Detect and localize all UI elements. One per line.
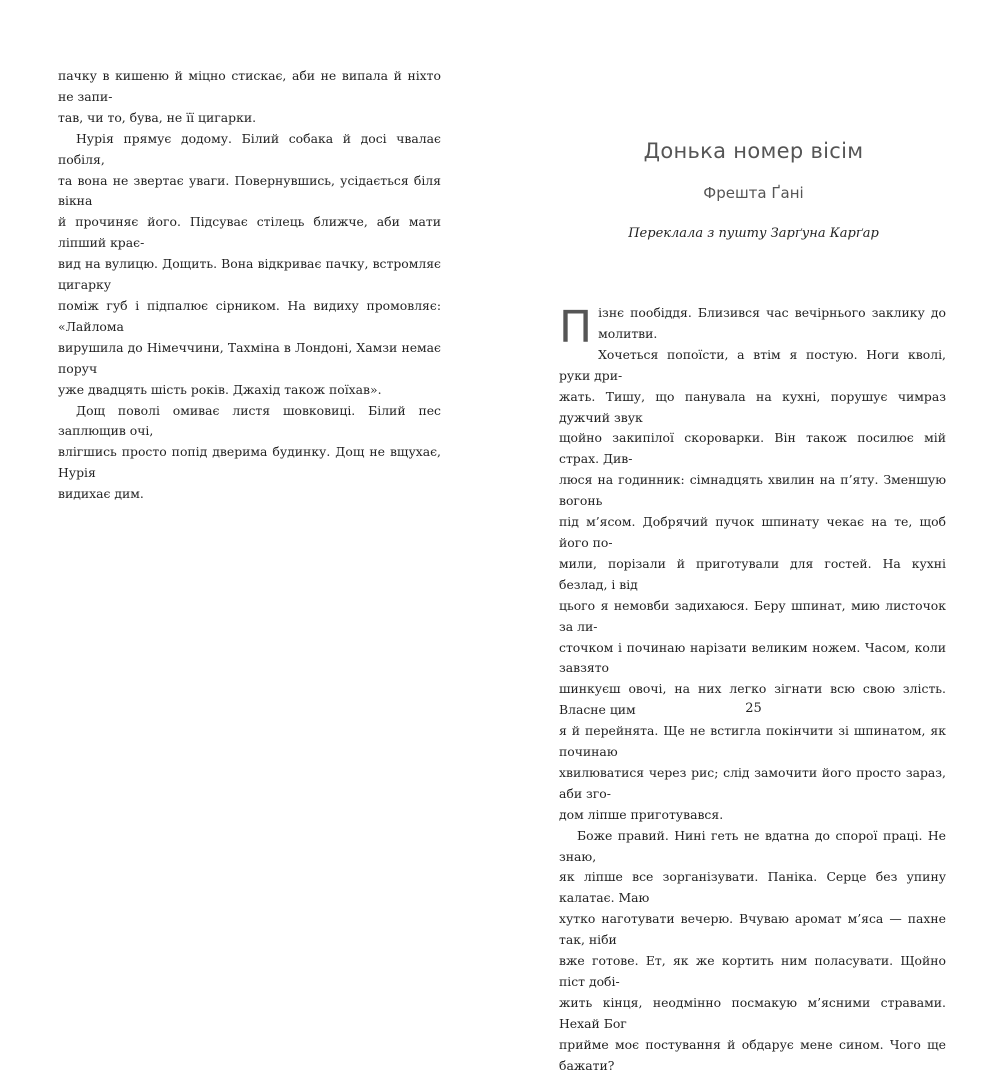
text-line: та вона не звертає уваги. Повернувшись, усідається біля вікна <box>58 172 441 209</box>
paragraph <box>58 401 441 506</box>
text-line: пачку в кишеню й міцно стискає, аби не випала й ніхто не запи- <box>58 68 441 104</box>
page-number: 25 <box>745 701 762 716</box>
text-line: поміж губ і підпалює сірником. На видиху промовляє: «Лайлома <box>58 297 441 334</box>
paragraph <box>58 66 441 129</box>
left-text-column <box>58 66 441 505</box>
text-line: сточком і починаю нарізати великим ножем. Часом, коли завзято <box>559 639 946 676</box>
text-line: мили, порізали й приготували для гостей. На кухні безлад, і від <box>559 555 946 592</box>
drop-cap: П <box>559 302 593 353</box>
text-line: вирушила до Німеччини, Тахміна в Лондоні, Хамзи немає поруч <box>58 339 441 376</box>
text-line: хвилюватися через рис; слід замочити його просто зараз, аби зго- <box>559 764 946 801</box>
text-line: я й перейнята. Ще не встигла покінчити зі шпинатом, як починаю <box>559 723 946 760</box>
opening-paragraph <box>559 303 946 826</box>
text-line: уже двадцять шість років. Джахід також поїхав». <box>58 381 382 397</box>
text-line: й прочиняє його. Підсуває стілець ближче, аби мати ліпший крає- <box>58 214 441 251</box>
text-line: Боже правий. Нині геть не вдатна до спорої праці. Не знаю, <box>559 827 946 864</box>
text-line: тав, чи то, бува, не її цигарки. <box>58 109 257 125</box>
text-line: хутко наготувати вечерю. Вчуваю аромат м’яса — пахне так, ніби <box>559 911 946 948</box>
paragraph <box>559 826 946 1077</box>
text-line: щойно закипілої скороварки. Він також посилює мій страх. Див- <box>559 430 946 467</box>
text-line: влігшись просто попід дверима будинку. Дощ не вщухає, Нурія <box>58 444 441 481</box>
text-line: дом ліпше приготувався. <box>559 806 724 822</box>
right-text-column <box>559 303 946 1077</box>
left-page <box>0 0 500 750</box>
text-line: жать. Тишу, що панувала на кухні, порушує чимраз дужчий звук <box>559 388 946 425</box>
text-line: як ліпше все зорганізувати. Паніка. Серце без упину калатає. Маю <box>559 869 946 906</box>
text-line: вид на вулицю. Дощить. Вона відкриває пачку, встромляє цигарку <box>58 256 441 293</box>
text-line: цього я немовби задихаюся. Беру шпинат, мию листочок за ли- <box>559 597 946 634</box>
text-line: Дощ поволі омиває листя шовковиці. Білий пес заплющив очі, <box>58 402 441 439</box>
text-line: під м’ясом. Добрячий пучок шпинату чекає на те, щоб його по- <box>559 514 946 550</box>
text-line: шинкуєш овочі, на них легко зігнати всю свою злість. Власне цим <box>559 681 946 718</box>
paragraph <box>58 129 441 401</box>
right-page <box>500 0 1000 1073</box>
text-line: Нурія прямує додому. Білий собака й досі чвалає побіля, <box>58 130 441 167</box>
translator-credit: Переклала з пушту Зарґуна Карґар <box>628 226 879 241</box>
text-line: люся на годинник: сімнадцять хвилин на п’яту. Зменшую вогонь <box>559 472 946 509</box>
text-line: вже готове. Ет, як же кортить ним поласувати. Щойно піст добі- <box>559 953 946 989</box>
text-line: жить кінця, неодмінно посмакую м’ясними стравами. Нехай Бог <box>559 994 946 1031</box>
text-line: ізнє пообіддя. Близився час вечірнього заклику до молитви. <box>598 305 946 341</box>
text-line: прийме моє постування й обдарує мене сином. Чого ще бажати? <box>559 1036 946 1073</box>
story-title: Донька номер вісім <box>643 139 864 163</box>
story-author: Фрешта Ґані <box>703 184 804 202</box>
text-line: Хочеться попоїсти, а втім я постую. Ноги кволі, руки дри- <box>559 346 946 383</box>
opening-paragraph-text <box>559 302 946 822</box>
text-line: видихає дим. <box>58 486 144 502</box>
